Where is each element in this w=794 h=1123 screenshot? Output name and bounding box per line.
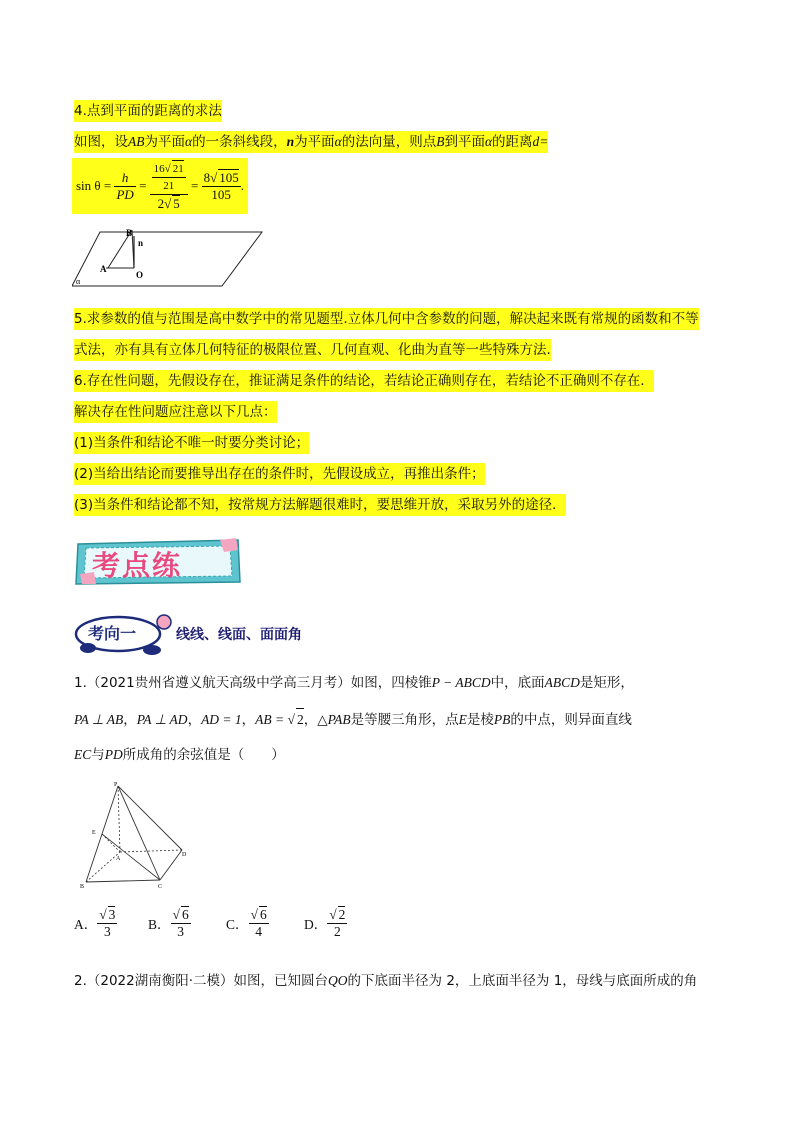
direction-badge-text: 考向一	[88, 624, 137, 643]
option-d[interactable]: D． $\frac{√ 2}{2}$	[304, 907, 346, 939]
q1-line-3: EC与PD所成角的余弦值是（ ）	[74, 747, 285, 763]
fig-label-a: A	[100, 264, 107, 274]
section-4-text: 如图，设AB为平面α的一条斜线段，n为平面α的法向量，则点B到平面α的距离d=	[74, 131, 548, 153]
option-a[interactable]: A． $\frac{√ 3}{3}$	[74, 907, 116, 939]
section-6-line-5: (3)当条件和结论都不知，按常规方法解题很难时，要思维开放，采取另外的途径．	[74, 494, 566, 516]
section-4-title: 4.点到平面的距离的求法	[74, 100, 222, 122]
direction-badge	[74, 612, 174, 656]
fig-label-o: O	[136, 270, 144, 280]
section-6-line-3: (1)当条件和结论不唯一时要分类讨论；	[74, 432, 309, 454]
section-6-line-1: 6.存在性问题，先假设存在，推证满足条件的结论，若结论正确则存在，若结论不正确则不存在．	[74, 370, 654, 392]
fraction-result: $\frac{8√ 105}{105}$	[203, 170, 239, 202]
q1-line-1: 1.（2021贵州省遵义航天高级中学高三月考）如图，四棱锥P − ABCD中，底面ABCD是矩形，	[74, 675, 634, 691]
fig-label-n: n	[138, 238, 144, 248]
section-6-line-4: (2)当给出结论而要推导出存在的条件时，先假设成立，再推出条件；	[74, 463, 485, 485]
practice-banner-text: 考点练	[92, 549, 183, 582]
fig-label-b: B	[126, 228, 133, 238]
option-b[interactable]: B． $\frac{√ 6}{3}$	[148, 907, 189, 939]
section-5-line-2: 式法，亦有具有立体几何特征的极限位置、几何直观、化曲为直等一些特殊方法.	[74, 339, 551, 361]
pyr-label-c: C	[158, 884, 163, 890]
option-c[interactable]: C． $\frac{√ 6}{4}$	[226, 907, 267, 939]
pyr-label-b: B	[80, 884, 85, 890]
fig-label-alpha: α	[76, 277, 81, 286]
pyr-label-e: E	[92, 830, 96, 836]
pyr-label-d: D	[182, 852, 187, 858]
fraction-h-over-pd: $\frac{h}{PD}$	[116, 169, 134, 202]
fraction-compound: $\frac{\frac{16√ 21}{21}}{2√ 5}$	[150, 160, 188, 212]
pyr-label-a: A	[116, 856, 121, 862]
q2-line-1: 2.（2022湖南衡阳·二模）如图，已知圆台QO的下底面半径为 2，上底面半径为 1，母线与底面所成的角	[74, 973, 698, 989]
direction-title: 线线、线面、面面角	[176, 627, 302, 643]
section-6-line-2: 解决存在性问题应注意以下几点：	[74, 401, 277, 423]
pyramid-figure	[76, 780, 196, 890]
q1-line-2: PA ⊥ AB，PA ⊥ AD，AD = 1，AB = √ 2，△PAB是等腰三角形，点E是棱PB的中点，则异面直线	[74, 708, 632, 731]
pyr-label-p: P	[114, 782, 118, 788]
practice-banner	[74, 538, 242, 586]
sine-formula: sin θ = $\frac{h}{PD}$ = $\frac{\frac{16√ 21}{21}}{2√ 5}$ = $\frac{8√ 105}{105}$ .	[72, 158, 248, 214]
section-5-line-1: 5.求参数的值与范围是高中数学中的常见题型.立体几何中含参数的问题，解决起来既有常规的函数和不等	[74, 308, 699, 330]
plane-figure	[72, 224, 264, 290]
